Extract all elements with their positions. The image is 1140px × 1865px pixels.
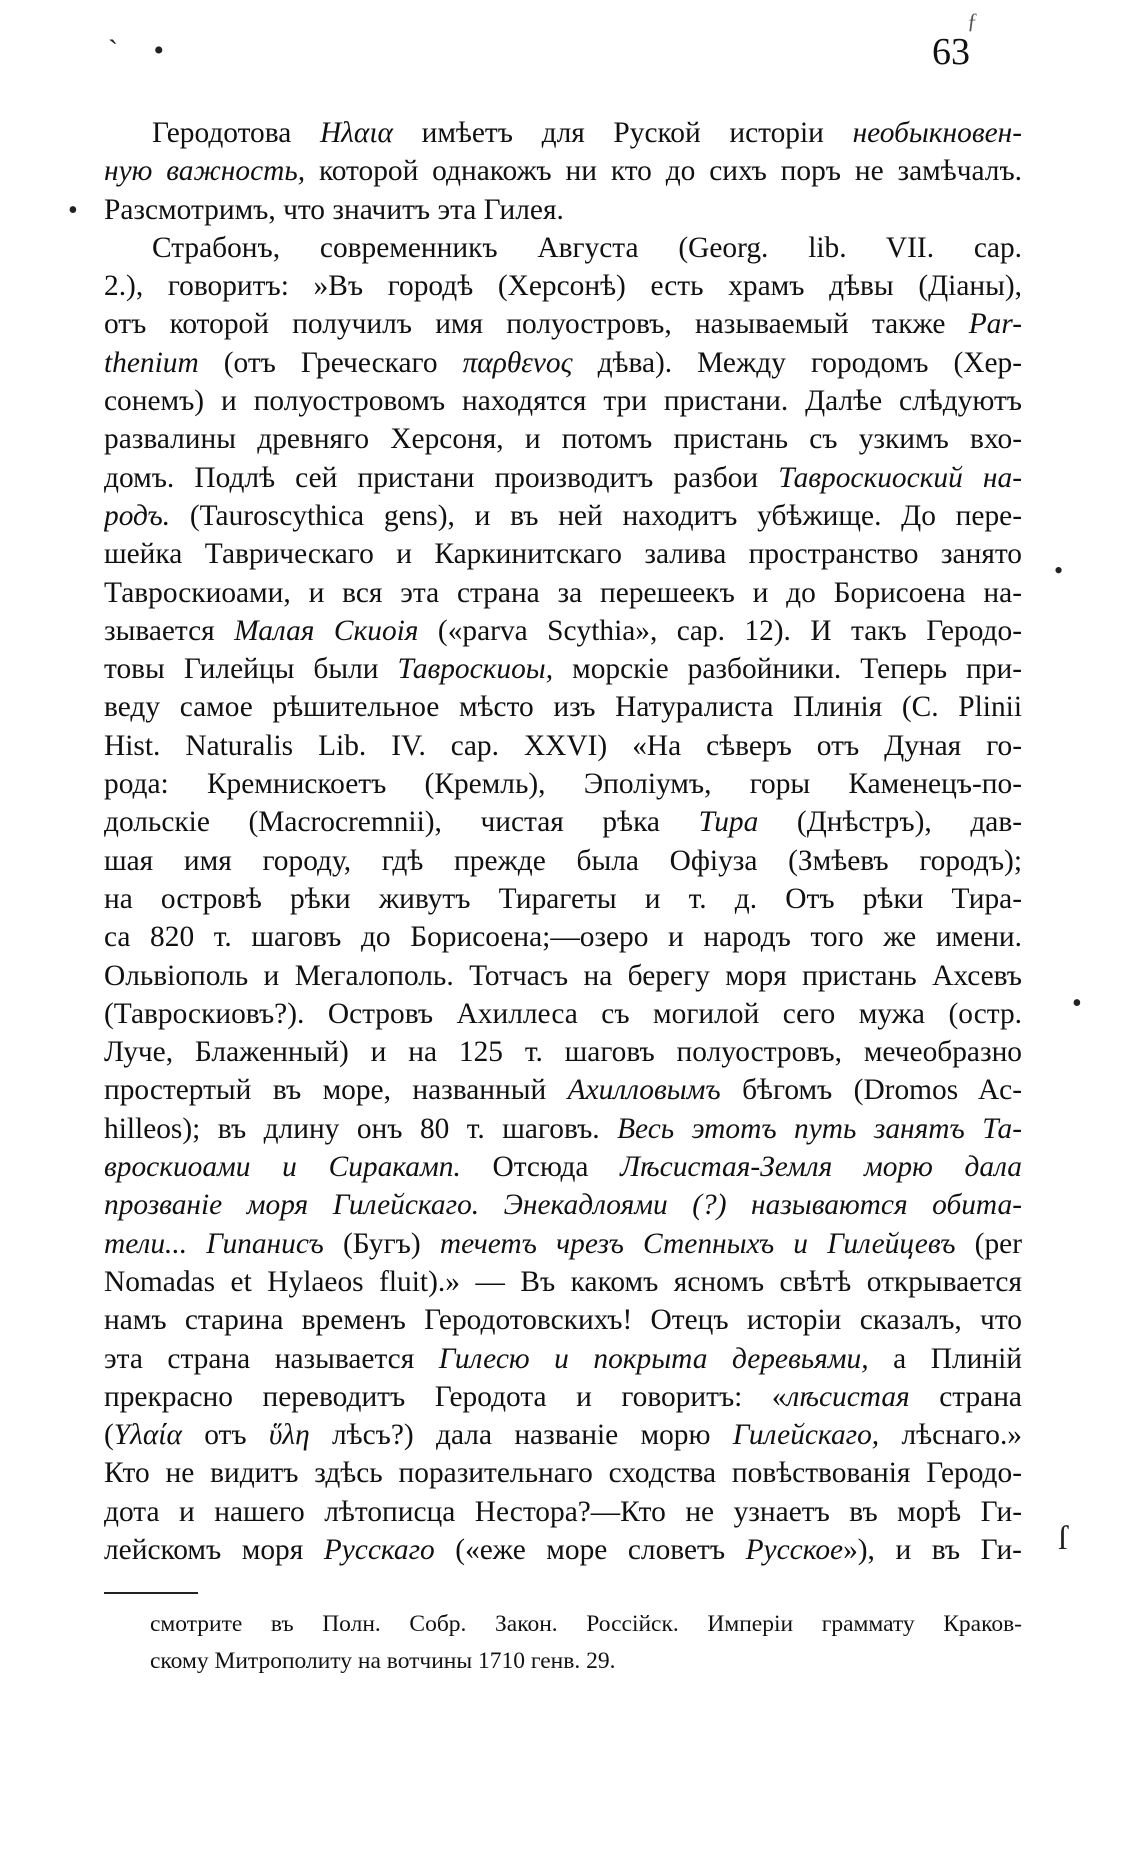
footnote-line: скому Митрополиту на вотчины 1710 генв. 29.: [150, 1648, 616, 1674]
text-run: (per: [955, 1227, 1022, 1260]
margin-mark: •: [68, 195, 78, 226]
text-run: домъ. Подлѣ сей пристани производитъ разбои: [104, 461, 779, 494]
body-text: [104, 114, 1022, 1569]
text-run: Hist. Naturalis Lib. IV. cap. XXVI) «На сѣверъ отъ Дуная го-: [104, 729, 1022, 762]
text-line: [104, 382, 1022, 420]
text-line: [104, 191, 1022, 229]
top-margin-mark: ƒ: [967, 8, 978, 33]
text-run: (Тавроскиовъ?). Островъ Ахиллеса съ могилой сего мужа (остр.: [104, 997, 1022, 1030]
italic-run: Тавроскиоский на-: [778, 461, 1022, 494]
italic-run: Гилейскаго,: [732, 1419, 880, 1452]
italic-run: родъ.: [104, 499, 171, 532]
text-line: [104, 957, 1022, 995]
text-run: лѣсъ?) дала названіе морю: [309, 1419, 733, 1452]
text-run: Страбонъ, современникъ Августа (Georg. lib. VII. cap.: [152, 231, 1022, 264]
text-run: (Бугъ): [323, 1227, 440, 1260]
text-run: Кто не видитъ здѣсь поразительнаго сходства повѣствованія Геродо-: [104, 1457, 1022, 1490]
text-line: [104, 1148, 1022, 1186]
text-line: [104, 1225, 1022, 1263]
page-number: 63: [932, 31, 970, 73]
text-line: [104, 114, 1022, 152]
italic-run: вроскиоами и Сиракамп.: [104, 1151, 461, 1184]
text-run: шейка Таврическаго и Каркинитскаго залива пространство занято: [104, 538, 1022, 571]
text-run: Геродотова: [152, 117, 320, 149]
text-run: сонемъ) и полуостровомъ находятся три пристани. Далѣе слѣдуютъ: [104, 385, 1022, 418]
text-line: [104, 535, 1022, 573]
text-line: [104, 1531, 1022, 1569]
text-line: [104, 688, 1022, 726]
text-run: Ольвіополь и Мегалополь. Тотчасъ на берегу моря пристань Ахсевъ: [104, 959, 1022, 992]
text-run: Разсмотримъ, что значитъ эта Гилея.: [104, 193, 564, 226]
text-run: рода: Кремнискоетъ (Кремль), Эполіумъ, горы Каменецъ-по-: [104, 768, 1022, 801]
margin-mark: •: [1054, 556, 1064, 585]
text-line: [104, 1416, 1022, 1454]
text-line: [104, 1186, 1022, 1224]
text-run: дѣва). Между городомъ (Хер-: [572, 346, 1022, 379]
text-line: [104, 1493, 1022, 1531]
text-line: [104, 420, 1022, 458]
text-run: шая имя городу, гдѣ прежде была Офіуза (Змѣевъ городъ);: [104, 844, 1022, 877]
text-line: [104, 229, 1022, 267]
text-run: которой однакожъ ни кто до сихъ поръ не замѣчалъ.: [305, 155, 1022, 188]
text-line: [104, 152, 1022, 190]
italic-run: необыкновен-: [852, 117, 1022, 149]
italic-run: Ахилловымъ: [567, 1074, 721, 1107]
italic-run: Гилесю и покрыта деревьями,: [438, 1342, 869, 1375]
text-run: (отъ Греческаго: [198, 346, 463, 379]
text-run: бѣгомъ (Dromos Ac-: [720, 1074, 1022, 1107]
text-run: эта страна называется: [104, 1342, 439, 1375]
italic-run: Нλαια: [319, 117, 393, 149]
text-run: (: [104, 1419, 114, 1452]
margin-mark: •: [1072, 988, 1082, 1019]
italic-run: ную важность,: [104, 155, 306, 188]
text-run: имѣетъ для Руской исторіи: [392, 117, 853, 149]
text-run: развалины древняго Херсоня, и потомъ пристань съ узкимъ вхо-: [104, 423, 1022, 456]
italic-run: ὕλη: [268, 1419, 310, 1452]
text-run: (Tauroscythica gens), и въ ней находитъ убѣжище. До пере-: [170, 499, 1022, 532]
text-line: [104, 574, 1022, 612]
margin-mark: ſ: [1058, 1520, 1068, 1557]
text-run: Луче, Блаженный) и на 125 т. шаговъ полуостровъ, мечеобразно: [104, 1036, 1022, 1069]
text-run: на островѣ рѣки живутъ Тирагеты и т. д. Отъ рѣки Тира-: [104, 882, 1022, 915]
text-run: лѣснаго.»: [879, 1419, 1022, 1452]
text-run: намъ старина временъ Геродотовскихъ! Отецъ исторіи сказалъ, что: [104, 1304, 1022, 1337]
text-run: простертый въ море, названный: [104, 1074, 568, 1107]
text-line: [104, 1340, 1022, 1378]
text-run: 2.), говоритъ: »Въ городѣ (Херсонѣ) есть храмъ дѣвы (Діаны),: [104, 270, 1022, 303]
italic-run: Лѣсистая-Земля морю дала: [620, 1151, 1022, 1184]
text-run: («parva Scythia», cap. 12). И такъ Геродо-: [418, 614, 1022, 647]
text-run: са 820 т. шаговъ до Борисоена;—озеро и народъ того же имени.: [104, 921, 1022, 954]
text-line: [104, 727, 1022, 765]
text-line: [104, 612, 1022, 650]
text-line: [104, 918, 1022, 956]
footnote-line: смотрите въ Полн. Собр. Закон. Россійск. Имперіи граммату Краков-: [150, 1611, 1022, 1637]
text-run: отъ: [181, 1419, 269, 1452]
italic-run: thenium: [104, 346, 199, 379]
text-line: [104, 803, 1022, 841]
corner-mark: ` •: [108, 34, 178, 67]
italic-run: лѣсистая: [786, 1380, 910, 1413]
text-run: а Плиній: [868, 1342, 1022, 1375]
text-run: веду самое рѣшительное мѣсто изъ Натуралиста Плинія (C. Plinii: [104, 691, 1022, 724]
text-line: [104, 995, 1022, 1033]
text-run: лейскомъ моря: [104, 1533, 324, 1566]
italic-run: Тира: [698, 806, 759, 839]
italic-run: Русское: [745, 1533, 844, 1566]
text-run: прекрасно переводитъ Геродота и говоритъ: «: [104, 1380, 787, 1413]
text-run: морскіе разбойники. Теперь при-: [553, 653, 1022, 686]
text-line: [104, 1033, 1022, 1071]
text-line: [104, 1454, 1022, 1492]
text-line: [104, 765, 1022, 803]
text-line: [104, 497, 1022, 535]
italic-run: Малая Скиоія: [234, 614, 419, 647]
italic-run: Υλαία: [113, 1419, 182, 1452]
italic-run: Тавроскиоы,: [397, 653, 554, 686]
text-line: [104, 1301, 1022, 1339]
italic-run: Par-: [968, 308, 1022, 341]
text-run: Отсюда: [460, 1151, 621, 1184]
text-run: Nomadas et Hylaeos fluit).» — Въ какомъ ясномъ свѣтѣ открывается: [104, 1265, 1022, 1298]
text-run: отъ которой получилъ имя полуостровъ, называемый также: [104, 308, 969, 341]
text-line: [104, 650, 1022, 688]
text-run: страна: [909, 1380, 1022, 1413]
italic-run: Русскаго: [323, 1533, 435, 1566]
text-line: [104, 880, 1022, 918]
text-line: [104, 1263, 1022, 1301]
text-run: («еже море словетъ: [434, 1533, 746, 1566]
text-line: [104, 344, 1022, 382]
text-run: Тавроскиоами, и вся эта страна за перешеекъ и до Борисоена на-: [104, 576, 1022, 609]
text-line: [104, 459, 1022, 497]
text-line: [104, 1110, 1022, 1148]
italic-run: Весь этотъ путь занятъ Та-: [617, 1112, 1022, 1145]
text-run: hilleos); въ длину онъ 80 т. шаговъ.: [104, 1112, 618, 1145]
italic-run: тели... Гипанисъ: [104, 1227, 324, 1260]
text-run: (Днѣстръ), дав-: [758, 806, 1022, 839]
italic-run: παρθενος: [462, 346, 573, 379]
text-line: [104, 305, 1022, 343]
text-run: зывается: [104, 614, 235, 647]
footnote: [150, 1606, 1022, 1680]
text-line: [104, 1071, 1022, 1109]
text-line: [104, 267, 1022, 305]
italic-run: прозваніе моря Гилейскаго. Энекадлоями (?) называются обита-: [104, 1189, 1022, 1222]
text-run: »), и въ Ги-: [843, 1533, 1022, 1566]
italic-run: течетъ чрезъ Степныхъ и Гилейцевъ: [439, 1227, 956, 1260]
text-run: дота и нашего лѣтописца Нестора?—Кто не узнаетъ въ морѣ Ги-: [104, 1495, 1022, 1528]
footnote-rule: [104, 1592, 198, 1594]
text-line: [104, 842, 1022, 880]
text-run: товы Гилейцы были: [104, 653, 398, 686]
text-run: дольскіе (Macrocremnii), чистая рѣка: [104, 806, 699, 839]
text-line: [104, 1378, 1022, 1416]
